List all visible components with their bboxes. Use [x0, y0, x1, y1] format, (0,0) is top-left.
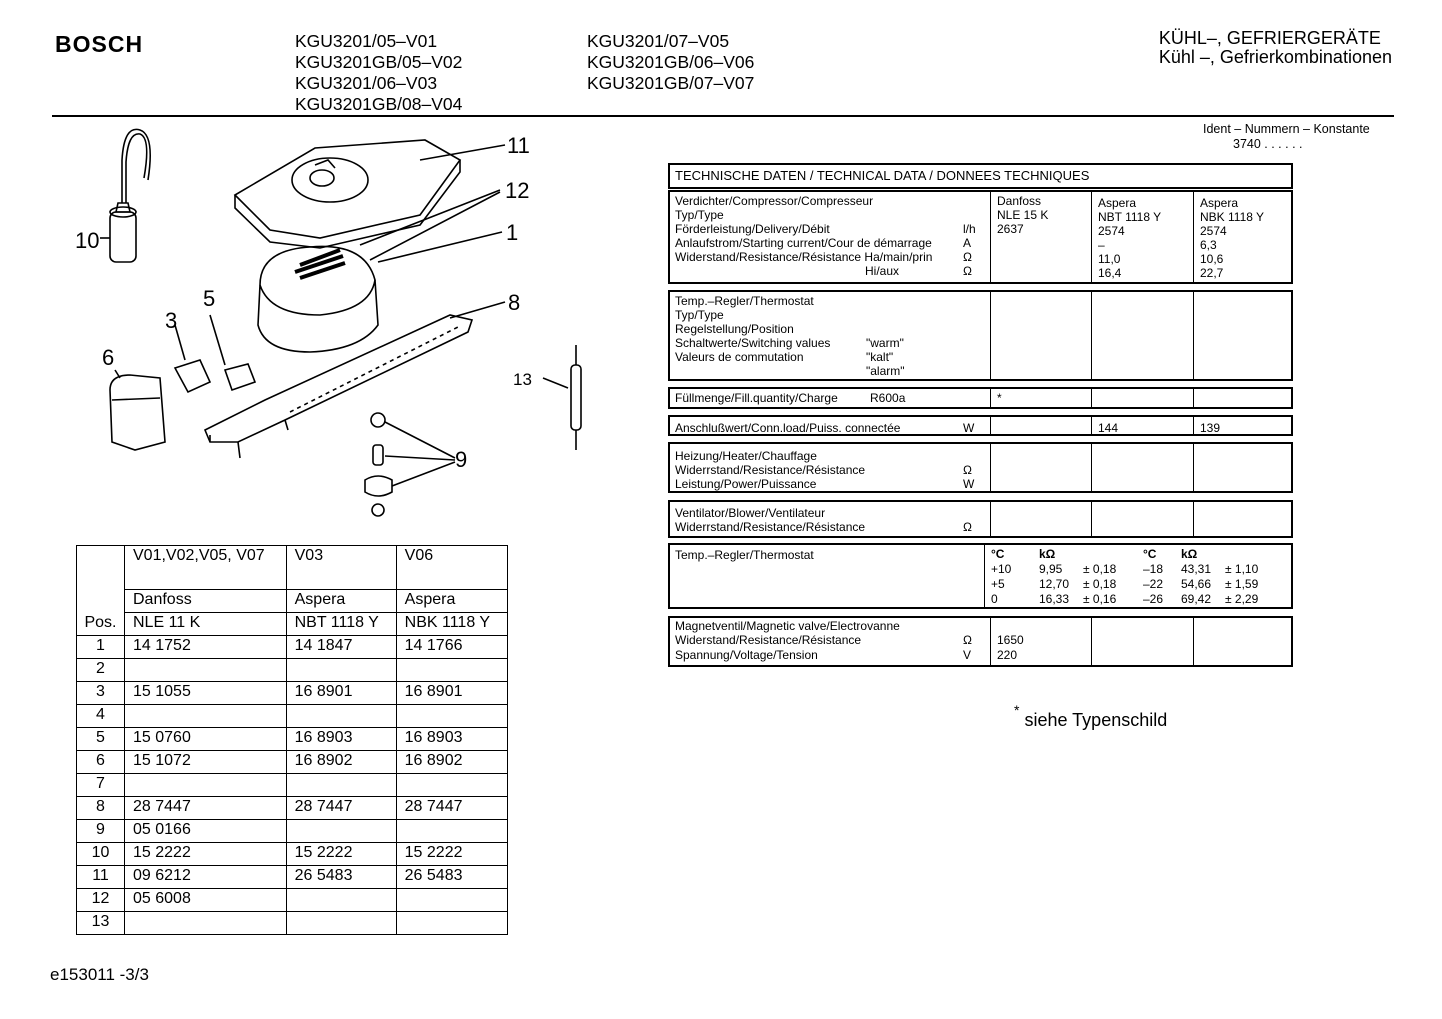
model-item: KGU3201GB/06–V06 [587, 52, 755, 72]
tech-label: Widerstand/Resistance/Résistance Ha/main/prin [675, 250, 933, 264]
tech-label: Widerstand/Resistance/Résistance [675, 633, 862, 647]
value: 2574 [1098, 224, 1125, 238]
variant-header: V06 [396, 546, 507, 590]
model-item: KGU3201/06–V03 [295, 73, 438, 93]
value: 220 [997, 648, 1018, 662]
pos-cell: 1 [77, 636, 125, 659]
tech-label: Heizung/Heater/Chauffage [675, 449, 817, 463]
tech-label: Füllmenge/Fill.quantity/Charge [675, 391, 838, 405]
value: Aspera [1098, 196, 1137, 210]
part-number-cell: 15 2222 [396, 843, 507, 866]
pos-cell [77, 590, 125, 613]
part-number-cell: 28 7447 [286, 797, 396, 820]
part-number-cell: 16 8902 [286, 751, 396, 774]
part-number-cell: 28 7447 [125, 797, 287, 820]
tech-label: Spannung/Voltage/Tension [675, 648, 818, 662]
thermo-value: ± 0,16 [1083, 592, 1117, 606]
value: Danfoss [997, 194, 1042, 208]
thermo-head [1083, 547, 1143, 562]
thermo-value: 43,31 [1181, 562, 1212, 576]
part-number-cell [396, 820, 507, 843]
table-row [77, 820, 508, 843]
model-item: KGU3201/05–V01 [295, 31, 438, 51]
part-number-cell [286, 659, 396, 682]
ident-label: Ident – Nummern – Konstante [1203, 122, 1370, 136]
tech-thermo2 [668, 543, 1293, 609]
thermo-value: 0 [991, 592, 998, 606]
tech-label: Leistung/Power/Puissance [675, 477, 817, 491]
part-number-cell [396, 659, 507, 682]
thermo-head: kΩ [1039, 547, 1056, 561]
compressor-labels [670, 192, 991, 282]
pos-cell: 2 [77, 659, 125, 682]
callout-label: 3 [165, 308, 178, 333]
value: 1650 [997, 633, 1024, 647]
variant-header: V03 [286, 546, 396, 590]
thermo-value: ± 1,10 [1225, 562, 1259, 576]
cover-part-6 [110, 375, 165, 450]
pos-cell: 6 [77, 751, 125, 774]
category-subtitle: Kühl –, Gefrierkombinationen [1158, 47, 1392, 67]
part-number-cell: 09 6212 [125, 866, 287, 889]
part-number-cell: 14 1847 [286, 636, 396, 659]
thermo-value: ± 0,18 [1083, 562, 1117, 576]
part-number-cell: 16 8901 [396, 682, 507, 705]
refrigerant: R600a [870, 391, 906, 405]
value: 2637 [997, 222, 1024, 236]
value: 16,4 [1098, 266, 1122, 280]
thermo-head: kΩ [1181, 547, 1198, 561]
category [1159, 29, 1392, 67]
part-number-cell: 15 1055 [125, 682, 287, 705]
tech-label: Regelstellung/Position [675, 322, 794, 336]
part-number-cell: 15 2222 [286, 843, 396, 866]
pos-cell: 7 [77, 774, 125, 797]
note-text: siehe Typenschild [1024, 710, 1168, 730]
compressor-col-1 [991, 192, 1092, 282]
thermo-value: 69,42 [1181, 592, 1212, 606]
ident-value: 3740 . . . . . . [1233, 137, 1303, 151]
pos-cell [77, 546, 125, 590]
relay-part-5 [225, 364, 255, 390]
tech-label: Valeurs de commutation [675, 350, 804, 364]
table-row [77, 774, 508, 797]
thermo-value: –22 [1143, 577, 1164, 591]
part-number-cell: 15 1072 [125, 751, 287, 774]
tech-fan [668, 500, 1293, 538]
pos-cell: 8 [77, 797, 125, 820]
maker-header: Aspera [286, 590, 396, 613]
callout-label: 8 [508, 290, 521, 315]
value: NBT 1118 Y [1098, 210, 1162, 224]
table-row [77, 751, 508, 774]
thermo-value: +10 [991, 562, 1012, 576]
pos-cell: 10 [77, 843, 125, 866]
tech-label: Verdichter/Compressor/Compresseur [675, 194, 874, 208]
unit: Ω [963, 250, 972, 264]
model-header: NBT 1118 Y [286, 613, 396, 636]
callout-label: 9 [455, 447, 468, 472]
pos-cell: 5 [77, 728, 125, 751]
value: 2574 [1200, 224, 1227, 238]
thermo-value: 12,70 [1039, 577, 1070, 591]
thermo-head [1225, 547, 1285, 562]
callout-label: 5 [203, 286, 216, 311]
unit: Ω [963, 520, 972, 534]
model-item: KGU3201/07–V05 [587, 31, 730, 51]
tech-fill [668, 387, 1293, 409]
pos-header: Pos. [77, 613, 125, 636]
thermo-value: 54,66 [1181, 577, 1212, 591]
thermo-head: °C [1143, 547, 1157, 561]
tech-label: Anlaufstrom/Starting current/Cour de démarrage [675, 236, 932, 250]
tech-label: Hi/aux [865, 264, 900, 278]
tech-label: Förderleistung/Delivery/Débit [675, 222, 830, 236]
thermo-value: –26 [1143, 592, 1164, 606]
table-row [77, 866, 508, 889]
document-id: e153011 -3/3 [50, 965, 149, 984]
value: 144 [1092, 417, 1194, 434]
part-number-cell: 16 8903 [286, 728, 396, 751]
thermostat-labels [670, 292, 991, 379]
model-item: KGU3201GB/08–V04 [295, 94, 463, 114]
part-number-cell [396, 705, 507, 728]
part-number-cell [125, 659, 287, 682]
part-number-cell [396, 774, 507, 797]
table-row [77, 705, 508, 728]
tech-title-box [668, 163, 1293, 189]
tech-label: Widerrstand/Resistance/Résistance [675, 520, 866, 534]
ident-block [1203, 122, 1370, 152]
tech-label: Widerrstand/Resistance/Résistance [675, 463, 866, 477]
callout-label: 13 [513, 370, 532, 389]
callout-label: 10 [75, 228, 100, 253]
thermo-value: ± 1,59 [1225, 577, 1259, 591]
part-number-cell: 05 6008 [125, 889, 287, 912]
fixing-part-9 [371, 413, 385, 427]
tech-label: Typ/Type [675, 208, 724, 222]
unit: l/h [963, 222, 976, 236]
part-number-cell: 16 8902 [396, 751, 507, 774]
part-number-cell [286, 889, 396, 912]
unit: V [963, 648, 972, 662]
unit: Ω [963, 463, 972, 477]
table-row [77, 728, 508, 751]
category-title: KÜHL–, GEFRIERGERÄTE [1158, 28, 1381, 48]
capacitor-part [110, 212, 136, 262]
value: – [1098, 238, 1105, 252]
variant-header: V01,V02,V05, V07 [125, 546, 287, 590]
table-row [77, 636, 508, 659]
part-number-cell: 26 5483 [286, 866, 396, 889]
switch-label: "kalt" [866, 350, 894, 364]
model-item: KGU3201GB/05–V02 [295, 52, 463, 72]
tech-heater [668, 442, 1293, 493]
part-number-cell [125, 774, 287, 797]
model-list-2 [587, 31, 754, 94]
exploded-diagram [60, 120, 620, 530]
tech-label: Schaltwerte/Switching values [675, 336, 831, 350]
table-row [77, 889, 508, 912]
part-number-cell: 05 0166 [125, 820, 287, 843]
note-star: * [1014, 702, 1020, 718]
tech-label: Anschlußwert/Conn.load/Puiss. connectée [675, 421, 901, 435]
switch-label: "warm" [866, 336, 904, 350]
tech-label: Typ/Type [675, 308, 724, 322]
callout-label: 1 [506, 220, 519, 245]
model-item: KGU3201GB/07–V07 [587, 73, 755, 93]
thermo-table [985, 545, 1291, 607]
parts-table [76, 545, 508, 935]
value: 11,0 [1098, 252, 1121, 266]
thermo-value: 16,33 [1039, 592, 1070, 606]
tech-label: Ventilator/Blower/Ventilateur [675, 506, 826, 520]
pos-cell: 11 [77, 866, 125, 889]
model-header: NBK 1118 Y [396, 613, 507, 636]
value: 22,7 [1200, 266, 1224, 280]
thermo-value: ± 0,18 [1083, 577, 1117, 591]
thermo-value: 9,95 [1039, 562, 1063, 576]
value: 139 [1200, 421, 1221, 435]
callout-label: 6 [102, 345, 115, 370]
maker-header: Aspera [396, 590, 507, 613]
tray-part [235, 140, 460, 238]
unit: A [963, 236, 972, 250]
value: 10,6 [1200, 252, 1224, 266]
value: 6,3 [1200, 238, 1217, 252]
callout-label: 12 [505, 178, 530, 203]
part-number-cell [286, 705, 396, 728]
brand-logo: BOSCH [55, 31, 144, 57]
thermo-value: –18 [1143, 562, 1164, 576]
part-number-cell: 16 8901 [286, 682, 396, 705]
part-number-cell: 14 1766 [396, 636, 507, 659]
tech-conn [668, 415, 1293, 436]
unit: Ω [963, 633, 972, 647]
part-number-cell: 26 5483 [396, 866, 507, 889]
part-number-cell [125, 912, 287, 935]
thermo-head: °C [991, 547, 1005, 561]
tech-label: Temp.–Regler/Thermostat [670, 545, 985, 607]
type-plate-note [1014, 702, 1168, 731]
value: NBK 1118 Y [1200, 210, 1265, 224]
tech-compressor [668, 190, 1293, 284]
switch-label: "alarm" [866, 364, 905, 378]
thermo-value: ± 2,29 [1225, 592, 1259, 606]
callout-label: 11 [507, 133, 530, 158]
pos-cell: 12 [77, 889, 125, 912]
tech-label: Magnetventil/Magnetic valve/Electrovanne [675, 619, 900, 633]
part-number-cell: 14 1752 [125, 636, 287, 659]
model-list-1 [295, 31, 462, 115]
part-number-cell [286, 774, 396, 797]
table-row [77, 843, 508, 866]
part-number-cell: 28 7447 [396, 797, 507, 820]
part-number-cell [286, 912, 396, 935]
tech-label: Temp.–Regler/Thermostat [675, 294, 814, 308]
tech-valve [668, 616, 1293, 667]
table-row [77, 912, 508, 935]
tech-title: TECHNISCHE DATEN / TECHNICAL DATA / DONNEES TECHNIQUES [668, 163, 1293, 189]
table-row [77, 659, 508, 682]
unit: Ω [963, 264, 972, 278]
unit: W [963, 477, 975, 491]
table-row [77, 682, 508, 705]
value: * [991, 389, 1092, 407]
pos-cell: 3 [77, 682, 125, 705]
part-number-cell [396, 912, 507, 935]
unit: W [963, 421, 975, 435]
compressor-col-2 [1092, 192, 1194, 282]
part-number-cell [125, 705, 287, 728]
maker-header: Danfoss [125, 590, 287, 613]
tech-thermostat [668, 290, 1293, 381]
part-number-cell [286, 820, 396, 843]
base-plate-part [205, 315, 472, 442]
table-row [77, 797, 508, 820]
value: Aspera [1200, 196, 1239, 210]
thermo-value: +5 [991, 577, 1005, 591]
pos-cell: 13 [77, 912, 125, 935]
model-header: NLE 11 K [125, 613, 287, 636]
pos-cell: 4 [77, 705, 125, 728]
compressor-col-3 [1194, 192, 1291, 282]
part-number-cell: 16 8903 [396, 728, 507, 751]
value: NLE 15 K [997, 208, 1049, 222]
part-number-cell [396, 889, 507, 912]
part-number-cell: 15 2222 [125, 843, 287, 866]
pos-cell: 9 [77, 820, 125, 843]
header-divider [52, 115, 1394, 117]
part-number-cell: 15 0760 [125, 728, 287, 751]
relay-part-3 [175, 360, 210, 392]
